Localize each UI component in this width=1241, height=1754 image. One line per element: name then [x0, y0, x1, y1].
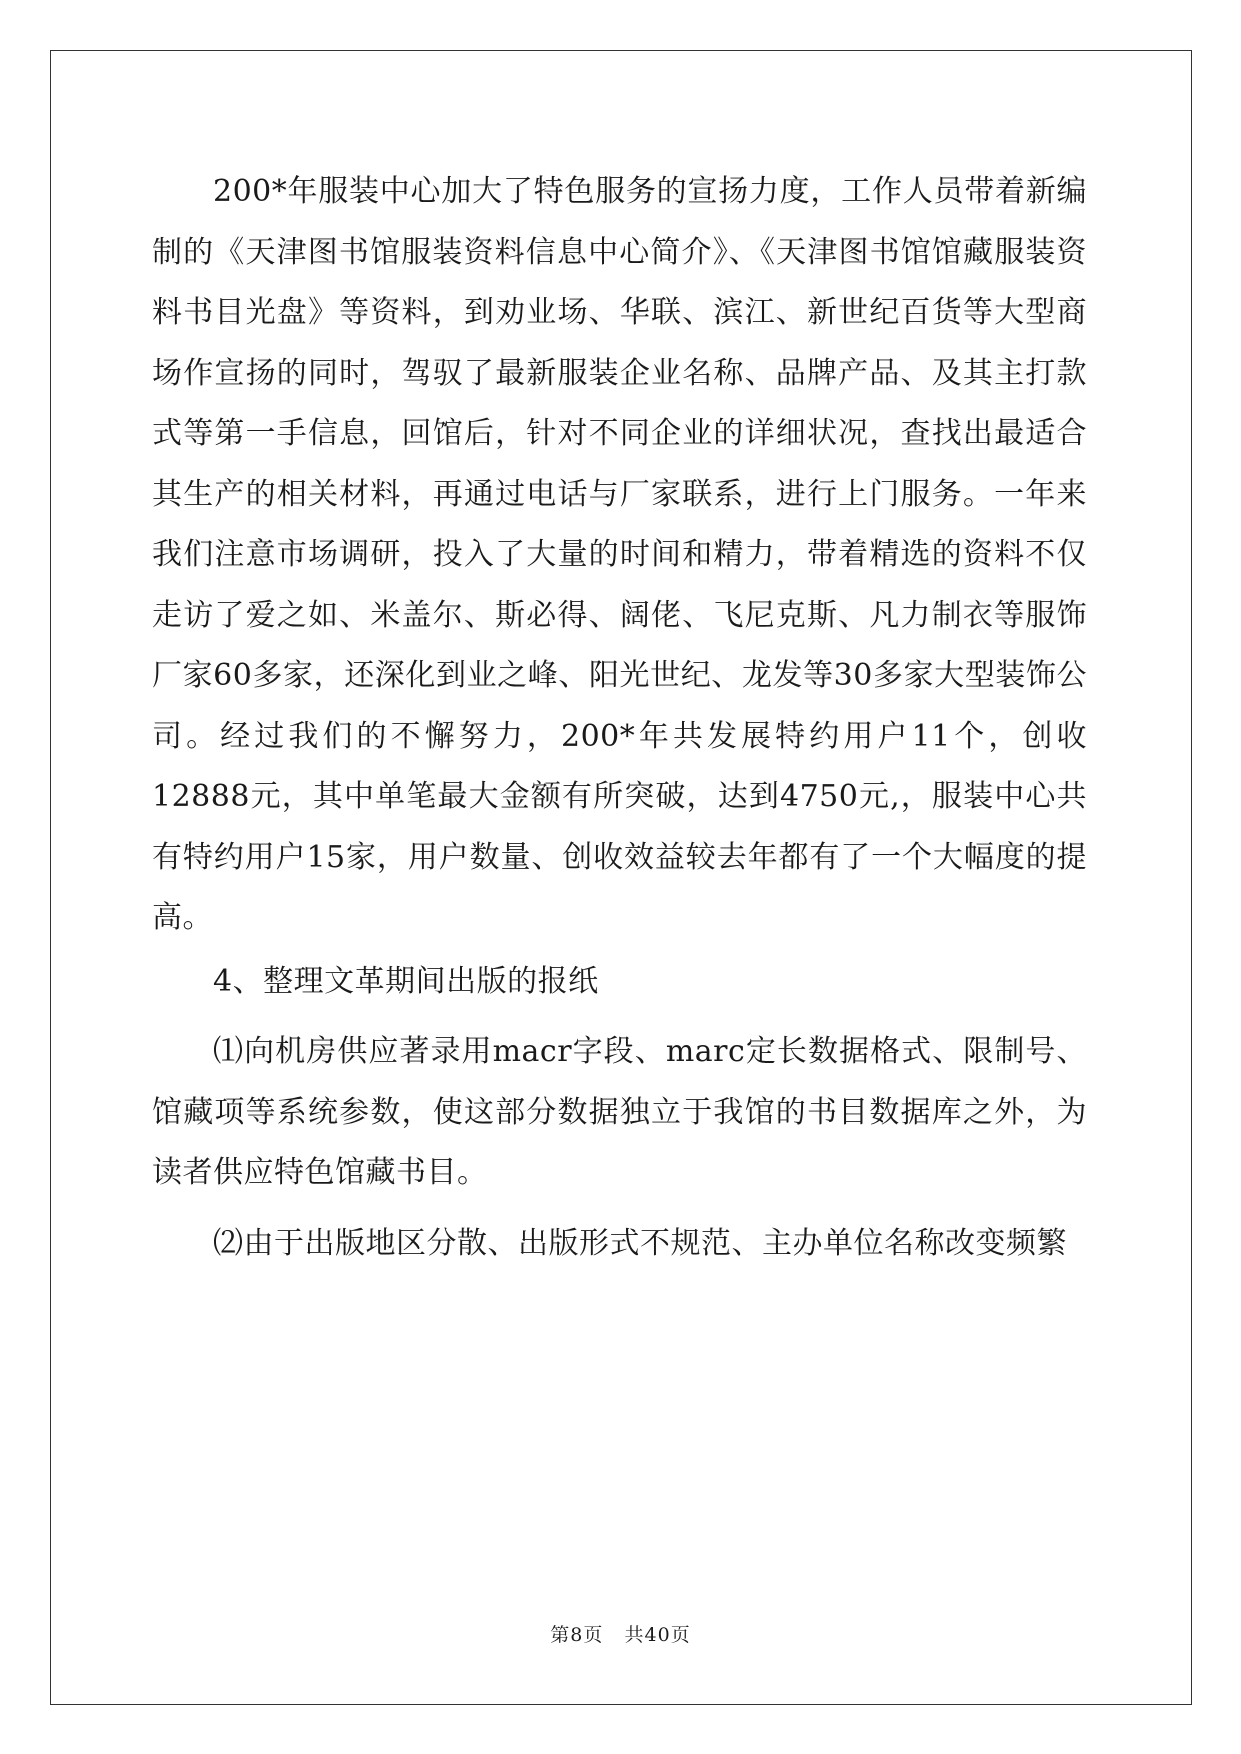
document-body	[152, 162, 1087, 1274]
paragraph-service-promotion: 200*年服装中心加大了特色服务的宣扬力度，工作人员带着新编制的《天津图书馆服装资料信息中心简介》、《天津图书馆馆藏服装资料书目光盘》等资料，到劝业场、华联、滨江、新世纪百货等大型商场作宣扬的同时，驾驭了最新服装企业名称、品牌产品、及其主打款式等第一手信息，回馆后，针对不同企业的详细状况，查找出最适合其生产的相关材料，再通过电话与厂家联系，进行上门服务。一年来我们注意市场调研，投入了大量的时间和精力，带着精选的资料不仅走访了爱之如、米盖尔、斯必得、阔佬、飞尼克斯、凡力制衣等服饰厂家60多家，还深化到业之峰、阳光世纪、龙发等30多家大型装饰公司。经过我们的不懈努力，200*年共发展特约用户11个，创收12888元，其中单笔最大金额有所突破，达到4750元,，服装中心共有特约用户15家，用户数量、创收效益较去年都有了一个大幅度的提高。	[152, 174, 1087, 935]
page-number: 第8页	[550, 1624, 604, 1646]
paragraph-item-2: ⑵由于出版地区分散、出版形式不规范、主办单位名称改变频繁	[213, 1225, 1067, 1261]
paragraph-item-1: ⑴向机房供应著录用macr字段、marc定长数据格式、限制号、馆藏项等系统参数，使这部分数据独立于我馆的书目数据库之外，为读者供应特色馆藏书目。	[152, 1034, 1087, 1190]
total-pages: 共40页	[624, 1624, 691, 1646]
paragraph-section-heading: 4、整理文革期间出版的报纸	[213, 963, 599, 999]
page-footer	[0, 1620, 1241, 1647]
